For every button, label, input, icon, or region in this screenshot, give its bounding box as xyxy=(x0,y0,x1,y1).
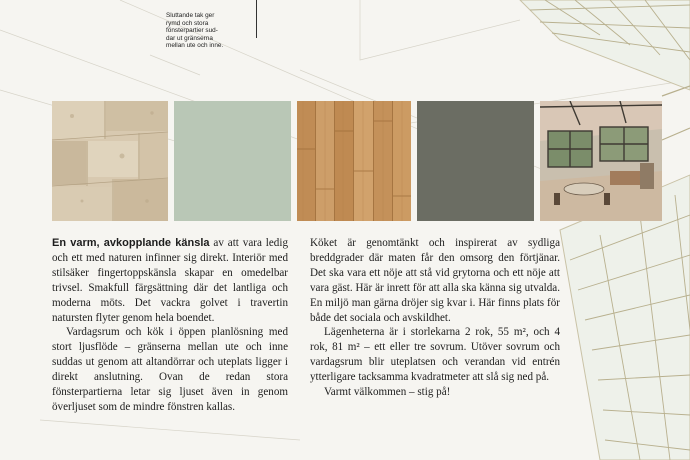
swatch-dark-grey-green xyxy=(417,101,534,221)
article-column-left xyxy=(52,236,288,415)
swatch-interior-render xyxy=(540,101,662,221)
paragraph-text: av att vara ledig och ett med naturen infinner sig direkt. Interiör med stilsäker fingertoppskänsla skapar en omedelbar trivsel. Smakfull färgsättning där det lantliga och moderna möts. Det vackra golvet i travertin natursten flyter genom hela boendet. xyxy=(52,237,288,324)
swatch-oak-wood xyxy=(297,101,411,221)
image-caption xyxy=(166,12,258,50)
article-column-right xyxy=(310,236,560,400)
caption-line: rymd och stora xyxy=(166,19,209,27)
article-paragraph: Köket är genomtänkt och inspirerat av sydliga breddgrader där maten får den omsorg den förtjänar. Det ska vara ett nöje att stå vid grytorna och ett nöje att vara gäst. Här är inrett för att alla ska känna sig utvalda. En miljö man gärna dröjer sig kvar i. Här finns plats för både det sociala och avskildhet. xyxy=(310,237,560,324)
closing-line: Varmt välkommen – stig på! xyxy=(324,386,451,399)
article-paragraph: Vardagsrum och kök i öppen planlösning med stort ljusflöde – gränserna mellan ute och inne suddas ut genom att altandörrar och uteplats ligger i direkt anslutning. Ovan de redan stora fönsterpartierna letar sig ljuset även in genom överljuset som de mindre fönstren kallas. xyxy=(52,326,288,413)
swatch-travertine xyxy=(52,101,168,221)
caption-line: fönsterpartier sud- xyxy=(166,27,218,35)
caption-line: mellan ute och inne. xyxy=(166,42,224,50)
caption-line: Sluttande tak ger xyxy=(166,12,215,19)
article-paragraph: Lägenheterna är i storlekarna 2 rok, 55 m², och 4 rok, 81 m² – ett eller tre sovrum. Utöver sovrum och vardagsrum blir uteplatsen och verandan vid entrén ytterligare tacksamma kvadratmeter att slå sig ned på. xyxy=(310,326,560,384)
lead-heading: En varm, avkopplande känsla xyxy=(52,237,210,249)
caption-line: dar ut gränserna xyxy=(166,34,213,42)
swatch-sage-green xyxy=(174,101,291,221)
article-paragraph xyxy=(52,236,288,325)
